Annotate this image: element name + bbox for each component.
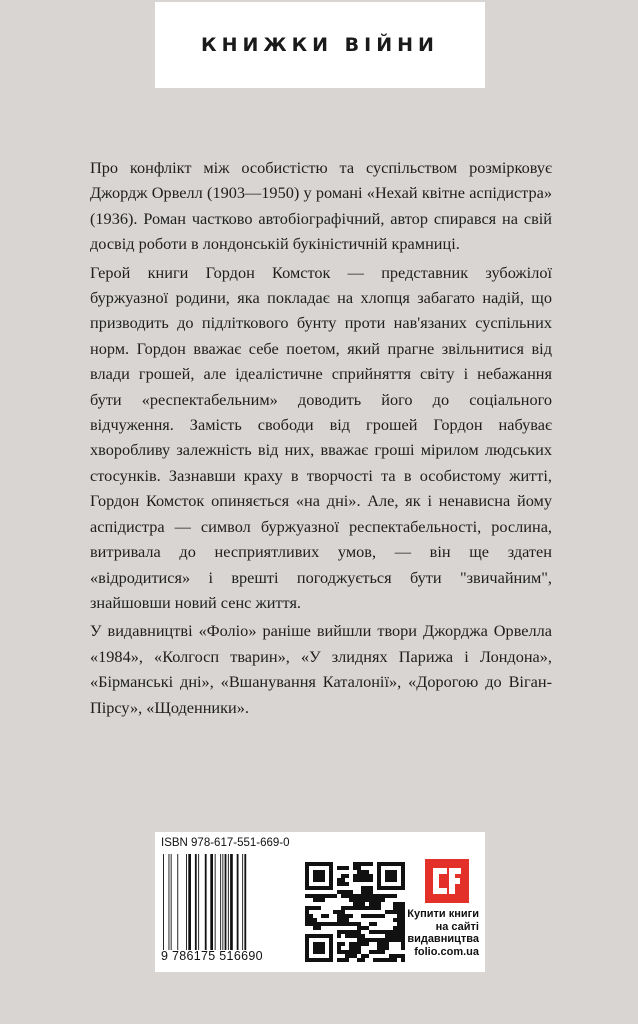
blurb-paragraph-1: Про конфлікт між особистістю та суспільством розмірковує Джордж Орвелл (1903—1950) у романі «Нехай квітне аспідистра» (1936). Роман частково автобіографічний, автор спирався на свій досвід роботи в лондонській букіністичній крамниці. — [90, 158, 552, 254]
barcode-digits: 9 786175 516690 — [161, 949, 263, 963]
folio-logo-icon — [425, 859, 469, 903]
series-title: КНИЖКИ ВІЙНИ — [201, 34, 439, 56]
buy-online-text — [393, 908, 479, 958]
publisher-site[interactable]: folio.com.ua — [414, 945, 479, 958]
buy-line-2: на сайті — [435, 920, 479, 933]
isbn-panel — [155, 832, 485, 972]
blurb-paragraph-3: У видавництві «Фоліо» раніше вийшли твори Джорджа Орвелла «1984», «Колгосп тварин», «У злиднях Парижа і Лондона», «Бірманські дні», «Вшанування Каталонії», «Дорогою до Віган-Пірсу», «Щоденники». — [90, 621, 552, 717]
buy-line-3: видавництва — [407, 933, 479, 945]
blurb-text — [90, 155, 552, 723]
blurb-paragraph-2: Герой книги Гордон Комсток — представник зубожілої буржуазної родини, яка покладає на хлопця забагато надій, що призводить до підліткового бунту проти нав'язаних суспільних норм. Гордон вважає себе поетом, який прагне звільнитися від влади грошей, але ідеалістичне сприйняття світу і небажання бути «респектабельним» доводить його до соціального відчуження. Замість свободи від грошей Гордон набуває хворобливу залежність від них, вважає гроші мірилом людських стосунків. Зазнавши краху в творчості та в особистому житті, Гордон Комсток опиняється «на дні». Але, як і ненависна йому аспідистра — символ буржуазної респектабельності, рослина, витривала до несприятливих умов, — він ще здатен «відродитися» і врешті погоджується бути "звичайним", знайшовши новий сенс життя. — [90, 262, 552, 612]
isbn-label: ISBN 978-617-551-669-0 — [161, 837, 290, 849]
buy-line-1: Купити книги — [407, 908, 479, 920]
barcode — [161, 854, 295, 950]
series-banner — [155, 2, 485, 88]
qr-code[interactable] — [305, 862, 405, 962]
